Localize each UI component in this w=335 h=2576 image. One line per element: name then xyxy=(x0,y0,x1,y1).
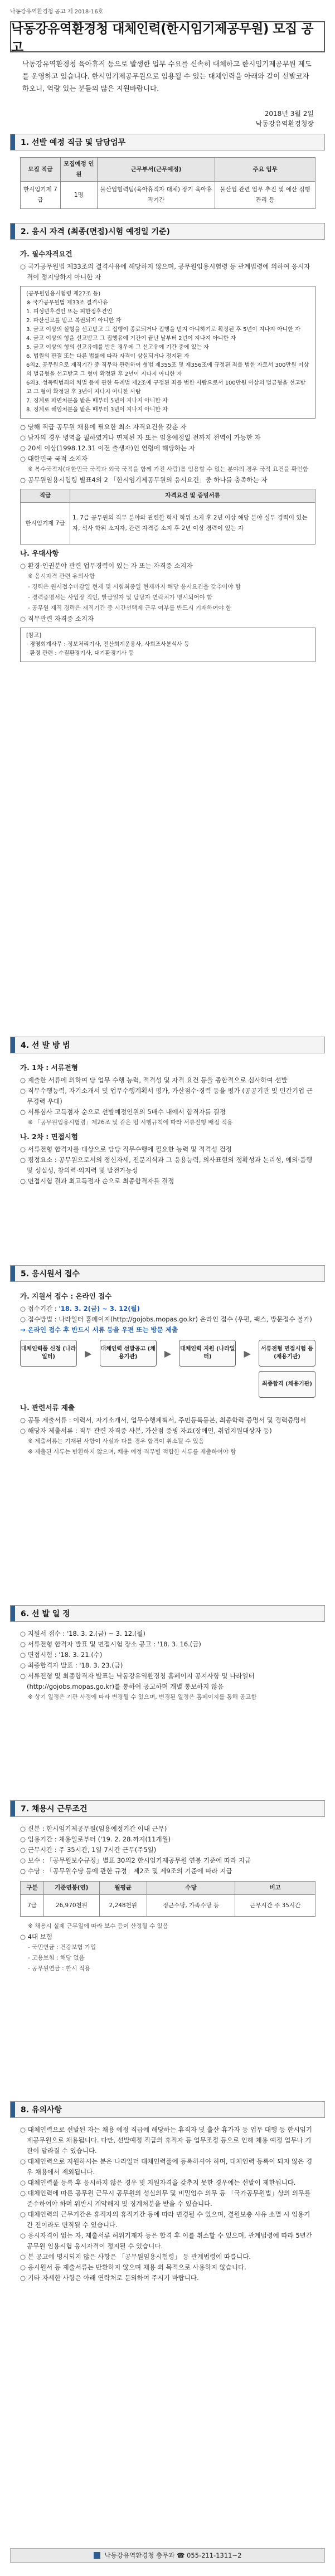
section-header-1 xyxy=(10,134,325,150)
table-header: 비고 xyxy=(235,1882,315,1895)
section-title: 1. 선발 예정 직급 및 담당업무 xyxy=(21,138,126,147)
notice-number: 낙동강유역환경청 공고 제 2018-16호 xyxy=(10,9,104,15)
section-title: 6. 선 발 일 정 xyxy=(21,1610,70,1618)
period-label: ○ 접수기간 : xyxy=(20,1305,59,1313)
arrow-right-icon: ▶ xyxy=(85,1348,92,1359)
list-item: ○ 기타 자세한 사항은 아래 연락처로 문의하여 주시기 바랍니다. xyxy=(20,2274,199,2282)
note: - 국민연금 : 건강보험 가입 xyxy=(28,1944,96,1951)
note: ※ 채용시 실제 근무일에 따라 보수 등이 산정될 수 있음 xyxy=(28,1923,168,1929)
list-item: ○ 당해 직급 공무원 채용에 필요한 최소 자격요건을 갖춘 자 xyxy=(20,423,187,431)
section-bar xyxy=(11,1037,15,1053)
flow-step: 대체인력풀 신청 (나라일터) xyxy=(20,1340,77,1367)
box-line: 3. 금고 이상의 실형을 선고받고 그 집행이 종료되거나 집행을 받지 아니하기로 확정된 후 5년이 지나지 아니한 자 xyxy=(26,327,300,333)
table-header: 근무부서(근무예정) xyxy=(97,158,215,182)
application-period: '18. 3. 2(금) ~ 3. 12(월) xyxy=(59,1305,140,1313)
box-line: 7. 징계로 파면처분을 받은 때부터 5년이 지나지 아니한 자 xyxy=(26,398,168,404)
list-item xyxy=(20,1304,315,1314)
table-header: 모집예정 인원 xyxy=(60,158,97,182)
note: ※ 복수국적자(대한민국 국적과 외국 국적을 함께 가진 사람)를 임용할 수 없는 분야의 경우 국적 요건을 확인함 xyxy=(28,466,309,473)
table-header: 월평균 xyxy=(99,1882,147,1895)
salary-table xyxy=(20,1881,315,1917)
list-item: ○ 최종합격자 발표 : '18. 3. 23.(금) xyxy=(20,1661,123,1669)
table-cell: 1명 xyxy=(60,182,97,209)
box-line: 6의3. 성폭력범죄의 처벌 등에 관한 특례법 제2조에 규정된 죄를 범한 사람으로서 100만원 이상의 벌금형을 선고받고 그 형이 확정된 후 3년이 지나지 아니한 사람 xyxy=(26,380,306,395)
list-item: ○ 수당 : 「공무원수당 등에 관한 규정」제2조 및 제9조의 기준에 따라 지급 xyxy=(20,1867,232,1875)
list-item: ○ 대체인력의 근무기간은 휴직자의 휴직기간 등에 따라 변경될 수 있으며, 결원보충 사유 소멸 시 임용기간 전이라도 면직될 수 있습니다. xyxy=(20,2210,310,2229)
section-5-content xyxy=(20,1287,315,1457)
list-item: ○ 근무시간 : 주 35시간, 1일 7시간 근무(주5일) xyxy=(20,1846,157,1854)
list-item: ○ 서류전형 합격자 발표 및 면접시험 장소 공고 : '18. 3. 16.(금) xyxy=(20,1640,201,1648)
list-item: ○ 서류전형 및 최종합격자 발표는 낙동강유역환경청 홈페이지 공지사항 및 나라일터(http://gojobs.mopas.go.kr)를 통하여 공고하며 개별 통보하지 않음 xyxy=(20,1672,255,1690)
recruit-table xyxy=(20,157,315,209)
flow-step: 서류전형 면접시험 등 (채용기관) xyxy=(259,1340,315,1367)
list-item: ○ 대한민국 국적 소지자 xyxy=(20,455,88,463)
section-bar xyxy=(11,134,15,150)
list-item: → 온라인 접수 후 반드시 서류 등을 우편 또는 방문 제출 xyxy=(20,1326,178,1334)
section-bar xyxy=(11,223,15,239)
table-cell: 1. 7급 공무원의 직무 분야와 관련한 학사 학위 소지 후 2년 이상 해당 분야 실무 경력이 있는 자, 석사 학위 소지자, 관련 자격증 소지 후 2년 이상 경력이 있는 자 xyxy=(70,503,315,545)
note: - 공무원 재직 경력은 재직기간 중 시간선택제 근무 여부를 반드시 기재하여야 함 xyxy=(28,605,232,611)
arrow-right-icon: ▶ xyxy=(244,1348,251,1359)
subheading: 나. 우대사항 xyxy=(20,549,59,557)
box-line: 2. 파산선고를 받고 복권되지 아니한 자 xyxy=(26,318,122,324)
list-item: ○ 평정요소 : 공무원으로서의 정신자세, 전문지식과 그 응용능력, 의사표현의 정확성과 논리성, 예의·품행 및 성실성, 창의력·의지력 및 발전가능성 xyxy=(20,1156,313,1174)
disqualification-box xyxy=(20,286,315,419)
table-cell: 한시임기제 7급 xyxy=(21,503,70,545)
note: - 공무원연금 : 한시 적용 xyxy=(28,1965,90,1972)
table-cell: 물산업 관련 업무 추진 및 예산 집행관리 등 xyxy=(215,182,315,209)
list-item: ○ 대체인력으로 지원하시는 분은 나라일터 대체인력풀에 등록하셔야 하며, 대체인력 등록이 되지 않은 경우 채용에서 제외됩니다. xyxy=(20,2157,313,2176)
qualification-table xyxy=(20,489,315,545)
title-box xyxy=(10,21,325,55)
note: ※ 「공무원임용시험령」제26조 및 같은 법 시행규칙에 따라 서류전형 배점 적용 xyxy=(28,1119,233,1126)
process-flow-final xyxy=(20,1371,315,1398)
box-line: [참고] xyxy=(26,633,42,639)
table-cell: 26,970천원 xyxy=(44,1895,100,1917)
section-2-content xyxy=(20,245,315,665)
subheading: 나. 관련서류 제출 xyxy=(20,1403,75,1412)
subheading: 가. 필수자격요건 xyxy=(20,250,72,258)
section-header-7 xyxy=(10,1800,325,1817)
notice-issuer: 낙동강유역환경청장 xyxy=(255,120,314,128)
note: - 경력은 원서접수마감일 현재 및 시험최종일 현재까지 해당 응시요건을 갖추어야 함 xyxy=(28,584,241,590)
box-line: 1. 피성년후견인 또는 피한정후견인 xyxy=(26,309,113,315)
list-item: ○ 임용기간 : 채용일로부터 ('19. 2. 28.까지(11개월) xyxy=(20,1835,171,1843)
subheading: 가. 1차 : 서류전형 xyxy=(20,1063,78,1072)
section-header-2 xyxy=(10,223,325,240)
notice-date: 2018년 3월 2일 xyxy=(264,110,314,118)
list-item: ○ 본 공고에 명시되지 않은 사항은 「공무원임용시험령」 등 관계법령에 따릅니다. xyxy=(20,2253,251,2261)
list-item: ○ 면접시험 : '18. 3. 21.(수) xyxy=(20,1651,103,1659)
arrow-right-icon: ▶ xyxy=(164,1348,172,1359)
box-line: 6. 법원의 판결 또는 다른 법률에 따라 자격이 상실되거나 정지된 자 xyxy=(26,353,190,359)
note: - 경력증명서는 사업장 직인, 발급일자 및 담당자 연락처가 명시되어야 함 xyxy=(28,594,213,601)
table-header: 수당 xyxy=(147,1882,235,1895)
table-cell: 근무시간 주 35시간 xyxy=(235,1895,315,1917)
section-bar xyxy=(11,1801,15,1816)
date-block xyxy=(256,109,314,129)
contact-text: 낙동강유역환경청 총무과 ☎ 055-211-1311~2 xyxy=(104,2551,242,2559)
section-header-4 xyxy=(10,1037,325,1053)
list-item: ○ 서류심사 고득점자 순으로 선발예정인원의 5배수 내에서 합격자를 결정 xyxy=(20,1108,226,1116)
list-item: ○ 국가공무원법 제33조의 결격사유에 해당하지 않으며, 공무원임용시험령 등 관계법령에 의하여 응시자격이 정지당하지 아니한 자 xyxy=(20,263,310,281)
note: ※ 제출된 서류는 반환하지 않으며, 채용 예정 직무별 적합한 서류를 제출하여야 함 xyxy=(28,1449,236,1455)
table-cell: 물산업협력팀(육아휴직자 대체) 장기 육아휴직기간 xyxy=(97,182,215,209)
list-item: ○ 직무관련 자격증 소지자 xyxy=(20,615,94,623)
box-line: 4. 금고 이상의 형을 선고받고 그 집행유예 기간이 끝난 날부터 2년이 지나지 아니한 자 xyxy=(26,336,236,342)
note: ※ 제출서류는 기재된 사항이 사실과 다를 경우 합격이 취소될 수 있음 xyxy=(28,1438,205,1445)
subheading: 가. 지원서 접수 : 온라인 접수 xyxy=(20,1292,112,1300)
page-title: 낙동강유역환경청 대체인력(한시임기제공무원) 모집 공고 xyxy=(11,22,314,55)
section-6-content xyxy=(20,1629,315,1703)
list-item: ○ 환경·인권분야 관련 업무경력이 있는 자 또는 자격증 소지자 xyxy=(20,562,193,570)
section-8-content xyxy=(20,2125,315,2283)
box-line: · 경영회계사무 : 정보처리기사, 전산회계운용사, 사회조사분석사 등 xyxy=(26,641,190,648)
note: ※ 상기 일정은 기관 사정에 따라 변경될 수 있으며, 변경된 일정은 홈페이지를 통해 공고함 xyxy=(28,1694,257,1700)
table-header: 자격요건 및 증빙서류 xyxy=(70,489,315,503)
list-item: ○ 지원서 접수 : '18. 3. 2.(금) ~ 3. 12.(월) xyxy=(20,1630,145,1637)
list-item: ○ 4대 보험 xyxy=(20,1933,52,1941)
square-bullet-icon xyxy=(94,2552,100,2559)
box-line: ※ 국가공무원법 제33조 결격사유 xyxy=(26,300,108,306)
section-7-content xyxy=(20,1824,315,1974)
table-header: 모집 직급 xyxy=(21,158,61,182)
box-line: 6의2. 공무원으로 재직기간 중 직무와 관련하여 형법 제355조 및 제356조에 규정된 죄를 범한 자로서 300만원 이상의 벌금형을 선고받고 그 형이 확정된 후 2년이 지나지 아니한 자 xyxy=(26,362,309,377)
list-item: ○ 20세 이상(1998.12.31 이전 출생자)인 연령에 해당하는 자 xyxy=(20,444,195,452)
table-cell: 정근수당, 가족수당 등 xyxy=(147,1895,235,1917)
note: - 고용보험 : 해당 없음 xyxy=(28,1955,85,1961)
section-1-content xyxy=(20,157,315,209)
table-header: 직급 xyxy=(21,489,70,503)
note: ※ 응시자격 관련 유의사항 xyxy=(28,573,95,580)
subheading: 나. 2차 : 면접시험 xyxy=(20,1133,78,1141)
list-item: ○ 대체인력에 따른 공무원 근무시 공무원의 성실의무 및 비밀엄수 의무 등 「국가공무원법」상의 의무를 준수하여야 하며 위반시 계약해지 및 징계처분을 받을 수 있습니다. xyxy=(20,2189,311,2208)
box-line: (공무원임용시험령 제27조 등) xyxy=(26,291,101,297)
section-header-5 xyxy=(10,1265,325,1282)
table-header: 기준연봉(연) xyxy=(44,1882,100,1895)
table-header: 주요 업무 xyxy=(215,158,315,182)
flow-step: 대체인력 지원 (나라일터) xyxy=(179,1340,236,1367)
list-item: ○ 응시원서 등 제출서류는 반환하지 않으며 채용 외 목적으로 사용하지 않습니다. xyxy=(20,2263,246,2271)
list-item: ○ 보수 : 「공무원보수규정」별표 30의2 한시임기제공무원 연봉 기준에 따라 지급 xyxy=(20,1856,251,1864)
list-item: ○ 접수방법 : 나라일터 홈페이지(http://gojobs.mopas.go.kr) 온라인 접수 (우편, 팩스, 방문접수 불가) xyxy=(20,1315,312,1323)
list-item: ○ 응시자격이 없는 자, 제출서류 허위기재자 등은 합격 후 이를 취소할 수 있으며, 관계법령에 따라 5년간 공무원 임용시험 응시자격이 정지될 수 있습니다. xyxy=(20,2232,312,2250)
list-item: ○ 직무수행능력, 자기소개서 및 업무수행계획서 평가, 가산점수·경력 등을 평가 (공공기관 및 민간기업 근무경력 우대) xyxy=(20,1087,313,1105)
box-line: 8. 징계로 해임처분을 받은 때부터 3년이 지나지 아니한 자 xyxy=(26,407,168,413)
list-item: ○ 신분 : 한시임기제공무원(임용예정기간 이내 근무) xyxy=(20,1825,167,1833)
section-4-content xyxy=(20,1059,315,1187)
list-item: ○ 해당자 제출서류 : 직무 관련 자격증 사본, 가산점 증빙 자료(장애인, 취업지원대상자 등) xyxy=(20,1427,272,1435)
section-title: 7. 채용시 근무조건 xyxy=(21,1805,88,1814)
list-item: ○ 서류전형 합격자를 대상으로 담당 직무수행에 필요한 능력 및 적격성 검정 xyxy=(20,1145,232,1153)
list-item: ○ 공무원임용시험령 별표4의 2 「한시임기제공무원의 응시요건」중 하나를 충족하는 자 xyxy=(20,476,268,484)
table-cell: 7급 xyxy=(21,1895,44,1917)
table-cell: 2,248천원 xyxy=(99,1895,147,1917)
list-item: ○ 대체인력으로 선발된 자는 채용 예정 직급에 해당하는 휴직자 및 출산 휴가자 등 업무 대행 등 한시임기제공무원으로 채용됩니다. 다만, 선발예정 직급의 휴직자 등 업무조정 등으로 인해 채용 예정 업무나 기관이 달라질 수 있습니다. xyxy=(20,2126,312,2155)
certificate-box xyxy=(20,628,315,662)
box-line: 5. 금고 이상의 형의 선고유예를 받은 경우에 그 선고유예 기간 중에 있는 자 xyxy=(26,344,209,351)
section-title: 2. 응시 자격 (최종(면접)시험 예정일 기준) xyxy=(21,227,170,236)
section-header-6 xyxy=(10,1605,325,1622)
intro-paragraph: 낙동강유역환경청 육아휴직 등으로 발생한 업무 수요를 신속히 대체하고 한시임기제공무원 제도를 운영하고 있습니다. 한시임기제공무원으로 임용될 수 있는 대체인력을 아래와 같이 선발코자 하오니, 역량 있는 분들의 많은 지원바랍니다. xyxy=(22,60,312,93)
section-bar xyxy=(11,1606,15,1621)
section-title: 4. 선 발 방 법 xyxy=(21,1041,70,1050)
table-cell: 한시임기제 7급 xyxy=(21,182,61,209)
flow-step: 대체인력 선발공고 (채용기관) xyxy=(100,1340,157,1367)
section-bar xyxy=(11,2102,15,2117)
list-item: ○ 남자의 경우 병역을 필하였거나 면제된 자 또는 임용예정일 전까지 전역이 가능한 자 xyxy=(20,434,261,441)
list-item: ○ 제출한 서류에 의하여 당 업무 수행 능력, 적격성 및 자격 요건 등을 종합적으로 심사하여 선발 xyxy=(20,1076,288,1084)
list-item: ○ 공통 제출서류 : 이력서, 자기소개서, 업무수행계획서, 주민등록등본, 최종학력 증명서 및 경력증명서 xyxy=(20,1416,307,1424)
list-item: ○ 대체인력풀 등록 후 응시하지 않은 경우 및 지원자격을 갖추지 못한 경우에는 선발이 제한됩니다. xyxy=(20,2179,296,2186)
section-header-8 xyxy=(10,2101,325,2118)
flow-step: 최종합격 (채용기관) xyxy=(259,1371,315,1398)
box-line: · 환경 관련 : 수질환경기사, 대기환경기사 등 xyxy=(26,650,134,657)
list-item: ○ 면접시험 결과 최고득점자 순으로 최종합격자를 결정 xyxy=(20,1177,174,1185)
process-flow xyxy=(20,1340,315,1367)
table-header: 구분 xyxy=(21,1882,44,1895)
section-title: 8. 유의사항 xyxy=(21,2106,62,2115)
contact-footer xyxy=(10,2548,325,2563)
section-title: 5. 응시원서 접수 xyxy=(21,1270,80,1279)
section-bar xyxy=(11,1266,15,1281)
